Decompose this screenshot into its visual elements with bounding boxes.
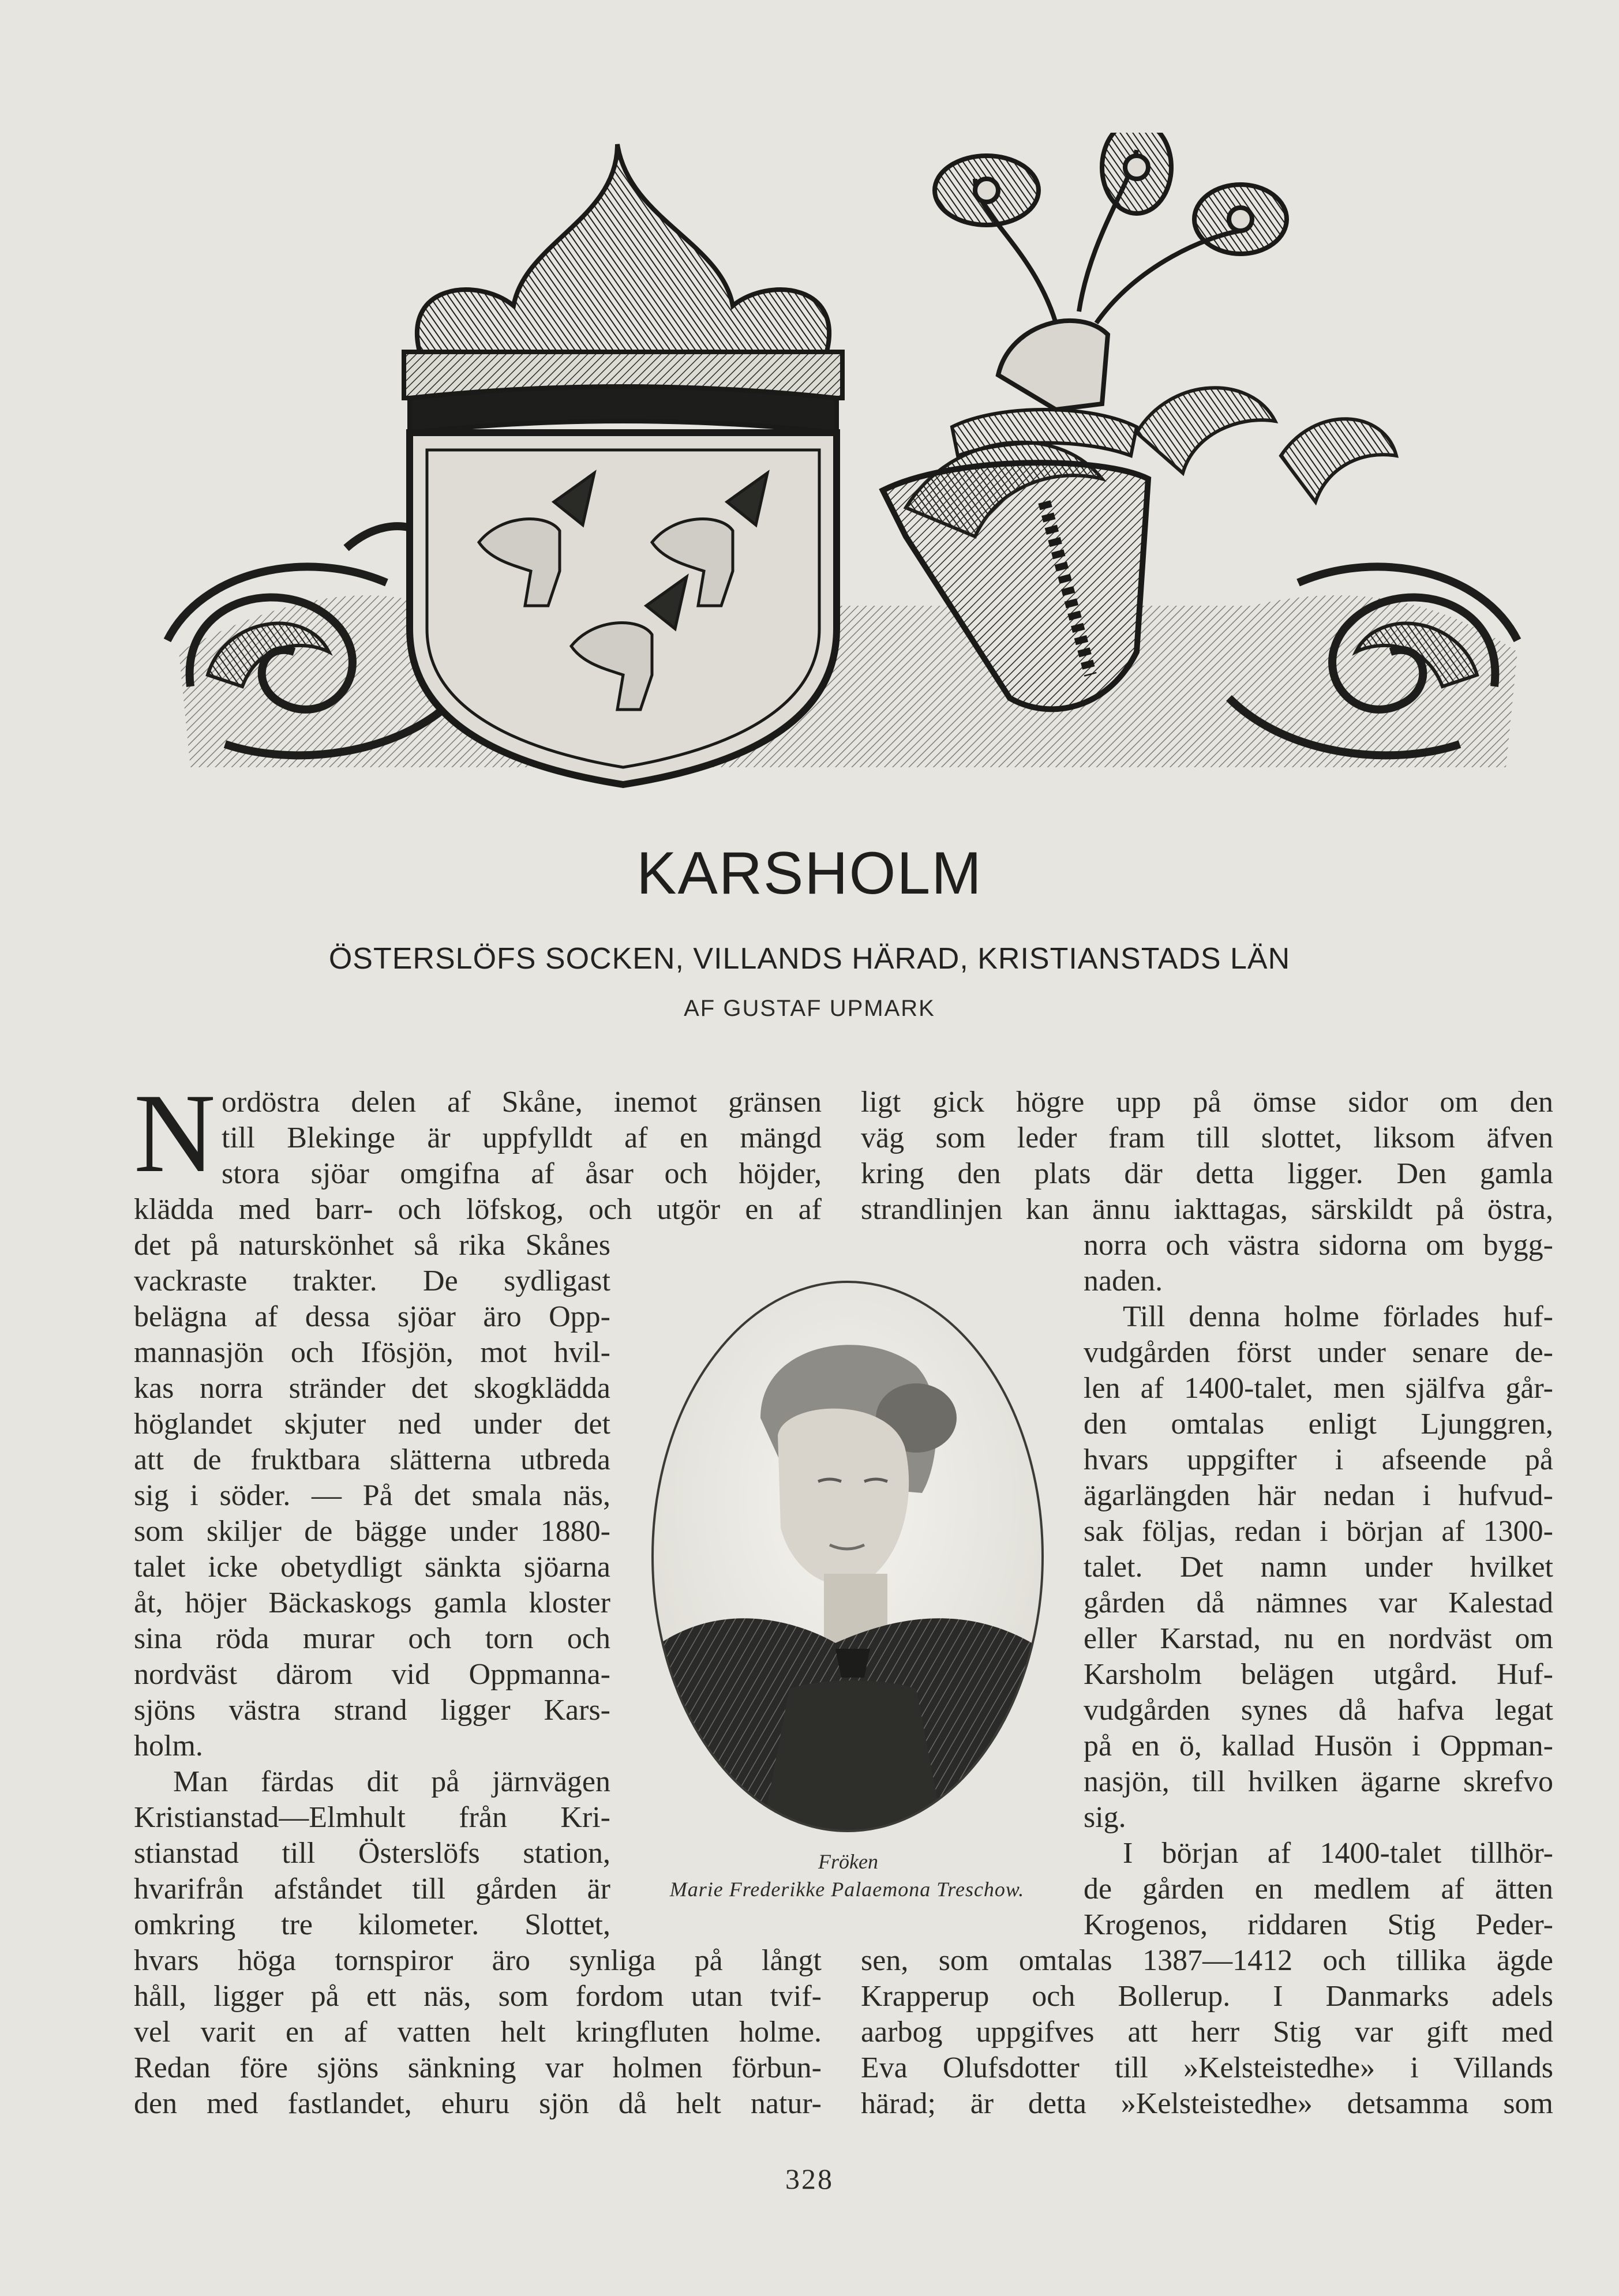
- text-line: I början af 1400-talet tillhör-: [1123, 1837, 1553, 1870]
- text-line: hvars uppgifter i afseende på: [1084, 1443, 1553, 1476]
- text-line: att de fruktbara slätterna utbreda: [134, 1443, 610, 1476]
- text-line: Redan före sjöns sänkning var holmen förbun-: [134, 2051, 822, 2084]
- text-line: på en ö, kallad Husön i Oppman-: [1084, 1729, 1553, 1762]
- text-line: härad; är detta »Kelsteistedhe» detsamma som: [861, 2087, 1553, 2120]
- text-line: hvarifrån afståndet till gården är: [134, 1873, 610, 1905]
- text-line: holm.: [134, 1729, 203, 1762]
- drop-cap: N: [134, 1071, 216, 1196]
- text-line: naden.: [1084, 1265, 1163, 1297]
- text-line: belägna af dessa sjöar äro Opp-: [134, 1300, 610, 1333]
- text-line: sig i söder. — På det smala näs,: [134, 1479, 610, 1512]
- text-line: mannasjön och Ifösjön, mot hvil-: [134, 1336, 610, 1369]
- text-line: den med fastlandet, ehuru sjön då helt natur-: [134, 2087, 822, 2120]
- text-line: aarbog uppgifves att herr Stig var gift med: [861, 2016, 1553, 2049]
- text-line: ägarlängden här nedan i hufvud-: [1084, 1479, 1553, 1512]
- text-line: vel varit en af vatten helt kringfluten holme.: [134, 2016, 822, 2049]
- text-line: Kristianstad—Elmhult från Kri-: [134, 1801, 610, 1834]
- text-line: Krogenos, riddaren Stig Peder-: [1084, 1908, 1553, 1941]
- text-line: Eva Olufsdotter till »Kelsteistedhe» i Villands: [861, 2051, 1553, 2084]
- text-line: talet. Det namn under hvilket: [1084, 1551, 1553, 1584]
- text-line: vudgården först under senare de-: [1084, 1336, 1553, 1369]
- text-line: omkring tre kilometer. Slottet,: [134, 1908, 610, 1941]
- text-line: stianstad till Österslöfs station,: [134, 1837, 610, 1870]
- text-line: sig.: [1084, 1801, 1126, 1834]
- text-line: talet icke obetydligt sänkta sjöarna: [134, 1551, 610, 1584]
- text-line: ordöstra delen af Skåne, inemot gränsen: [222, 1086, 822, 1119]
- caption-title: Fröken: [818, 1850, 878, 1873]
- text-line: stora sjöar omgifna af åsar och höjder,: [222, 1157, 822, 1190]
- text-line: de gården en medlem af ätten: [1084, 1873, 1553, 1905]
- text-line: eller Karstad, nu en nordväst om: [1084, 1622, 1553, 1655]
- page-number: 328: [785, 2163, 834, 2195]
- text-line: Till denna holme förlades huf-: [1123, 1300, 1553, 1333]
- text-line: till Blekinge är uppfylldt af en mängd: [222, 1121, 822, 1154]
- text-line: som skiljer de bägge under 1880-: [134, 1515, 610, 1548]
- text-line: väg som leder fram till slottet, liksom äfven: [861, 1121, 1553, 1154]
- text-line: gården då nämnes var Kalestad: [1084, 1586, 1553, 1619]
- text-line: nasjön, till hvilken ägarne skrefvo: [1084, 1765, 1553, 1798]
- text-line: nordväst därom vid Oppmanna-: [134, 1658, 610, 1691]
- text-line: vackraste trakter. De sydligast: [134, 1265, 610, 1297]
- text-line: den omtalas enligt Ljunggren,: [1084, 1408, 1553, 1440]
- text-line: höglandet skjuter ned under det: [134, 1408, 610, 1440]
- text-line: sina röda murar och torn och: [134, 1622, 610, 1655]
- text-line: det på naturskönhet så rika Skånes: [134, 1229, 610, 1262]
- article-title: KARSHOLM: [636, 840, 983, 907]
- coat-of-arms-ornament: [156, 133, 1529, 796]
- text-line: Karsholm belägen utgård. Huf-: [1084, 1658, 1553, 1691]
- text-line: vudgården synes då hafva legat: [1084, 1694, 1553, 1727]
- text-line: åt, höjer Bäckaskogs gamla kloster: [134, 1586, 610, 1619]
- text-line: len af 1400-talet, men själfva går-: [1084, 1372, 1553, 1405]
- text-line: sen, som omtalas 1387—1412 och tillika ägde: [861, 1944, 1553, 1977]
- text-line: kring den plats där detta ligger. Den gamla: [861, 1157, 1553, 1190]
- text-line: hvars höga tornspiror äro synliga på långt: [134, 1944, 822, 1977]
- article-subtitle: ÖSTERSLÖFS SOCKEN, VILLANDS HÄRAD, KRISTIANSTADS LÄN: [328, 942, 1291, 976]
- text-line: Man färdas dit på järnvägen: [173, 1765, 610, 1798]
- text-line: klädda med barr- och löfskog, och utgör en af: [134, 1193, 822, 1226]
- text-line: sak följas, redan i början af 1300-: [1084, 1515, 1553, 1548]
- caption-name: Marie Frederikke Palaemona Treschow.: [669, 1878, 1025, 1901]
- text-line: Krapperup och Bollerup. I Danmarks adels: [861, 1980, 1553, 2013]
- text-line: ligt gick högre upp på ömse sidor om den: [861, 1086, 1553, 1119]
- article-byline: AF GUSTAF UPMARK: [684, 996, 935, 1021]
- text-line: kas norra stränder det skogklädda: [134, 1372, 610, 1405]
- text-line: håll, ligger på ett näs, som fordom utan tvif-: [134, 1980, 822, 2013]
- text-line: norra och västra sidorna om bygg-: [1084, 1229, 1553, 1262]
- portrait-photo: [645, 1274, 1050, 1839]
- text-line: sjöns västra strand ligger Kars-: [134, 1694, 610, 1727]
- text-line: strandlinjen kan ännu iakttagas, särskildt på östra,: [861, 1193, 1553, 1226]
